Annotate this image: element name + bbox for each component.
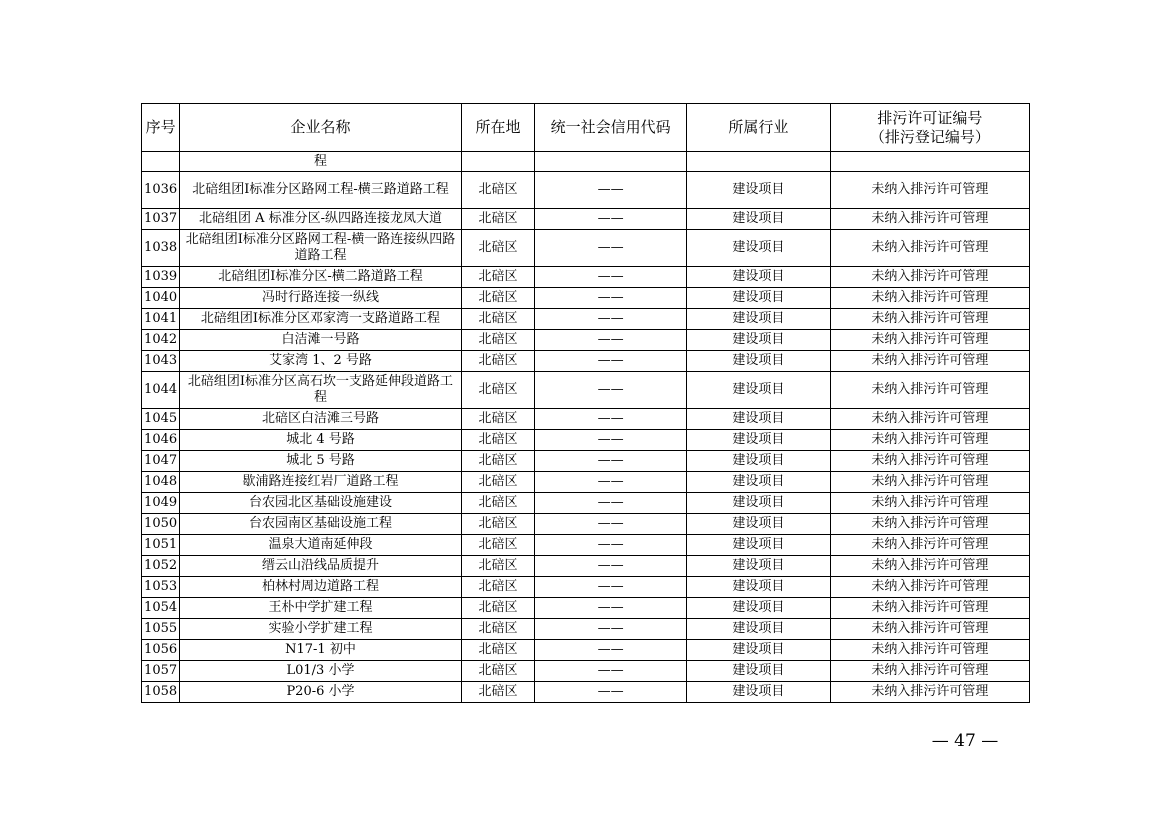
cell-permit: 未纳入排污许可管理 — [830, 556, 1029, 577]
cell-permit: 未纳入排污许可管理 — [830, 493, 1029, 514]
cell-location: 北碚区 — [461, 472, 534, 493]
table-row — [142, 535, 1030, 556]
table-row — [142, 430, 1030, 451]
header-permit-line2: （排污登记编号） — [869, 127, 990, 146]
cell-permit: 未纳入排污许可管理 — [830, 209, 1029, 230]
cell-industry: 建设项目 — [687, 535, 831, 556]
table-row — [142, 640, 1030, 661]
cell-credit-code: —— — [535, 661, 687, 682]
cell-credit-code: —— — [535, 598, 687, 619]
cell-enterprise-name: 北碚组团Ⅰ标准分区路网工程-横三路道路工程 — [180, 172, 462, 209]
table-row-continuation — [142, 152, 1030, 172]
cell-industry: 建设项目 — [687, 267, 831, 288]
cell-index: 1036 — [142, 172, 180, 209]
cell-industry: 建设项目 — [687, 172, 831, 209]
cell-index: 1037 — [142, 209, 180, 230]
cell-index: 1046 — [142, 430, 180, 451]
cell-enterprise-name: L01/3 小学 — [180, 661, 462, 682]
table-row — [142, 351, 1030, 372]
cell-location: 北碚区 — [461, 372, 534, 409]
cell-industry: 建设项目 — [687, 598, 831, 619]
cell-location: 北碚区 — [461, 309, 534, 330]
cell-index: 1048 — [142, 472, 180, 493]
cell-index: 1047 — [142, 451, 180, 472]
cell-permit: 未纳入排污许可管理 — [830, 598, 1029, 619]
table-row — [142, 309, 1030, 330]
cell-location: 北碚区 — [461, 230, 534, 267]
cell-enterprise-name: 缙云山沿线品质提升 — [180, 556, 462, 577]
cell-industry: 建设项目 — [687, 682, 831, 703]
cell-enterprise-name: 白洁滩一号路 — [180, 330, 462, 351]
cell-industry: 建设项目 — [687, 372, 831, 409]
cell-permit: 未纳入排污许可管理 — [830, 409, 1029, 430]
cell-permit: 未纳入排污许可管理 — [830, 372, 1029, 409]
cell-index: 1045 — [142, 409, 180, 430]
cell-credit-code: —— — [535, 267, 687, 288]
cell-index: 1057 — [142, 661, 180, 682]
table-row — [142, 409, 1030, 430]
cell-index: 1049 — [142, 493, 180, 514]
cell-credit-code: —— — [535, 451, 687, 472]
cell-credit-code: —— — [535, 309, 687, 330]
cell-location: 北碚区 — [461, 330, 534, 351]
table-row — [142, 330, 1030, 351]
table-row — [142, 661, 1030, 682]
table-row — [142, 451, 1030, 472]
cell-credit-code: —— — [535, 288, 687, 309]
table-row — [142, 230, 1030, 267]
cell-index — [142, 152, 180, 172]
cell-credit-code: —— — [535, 514, 687, 535]
table-row — [142, 493, 1030, 514]
cell-industry: 建设项目 — [687, 514, 831, 535]
cell-industry: 建设项目 — [687, 556, 831, 577]
cell-credit-code: —— — [535, 430, 687, 451]
cell-location: 北碚区 — [461, 172, 534, 209]
cell-credit-code: —— — [535, 556, 687, 577]
cell-index: 1050 — [142, 514, 180, 535]
cell-enterprise-name: 冯时行路连接一纵线 — [180, 288, 462, 309]
cell-credit-code: —— — [535, 209, 687, 230]
cell-location: 北碚区 — [461, 556, 534, 577]
cell-index: 1042 — [142, 330, 180, 351]
table-row — [142, 472, 1030, 493]
cell-index: 1043 — [142, 351, 180, 372]
table-row — [142, 288, 1030, 309]
table-row — [142, 372, 1030, 409]
cell-permit: 未纳入排污许可管理 — [830, 430, 1029, 451]
header-enterprise-name: 企业名称 — [180, 104, 462, 152]
cell-index: 1058 — [142, 682, 180, 703]
cell-enterprise-name: 台农园北区基础设施建设 — [180, 493, 462, 514]
cell-permit: 未纳入排污许可管理 — [830, 661, 1029, 682]
header-location: 所在地 — [461, 104, 534, 152]
cell-credit-code: —— — [535, 682, 687, 703]
cell-permit: 未纳入排污许可管理 — [830, 351, 1029, 372]
cell-index: 1041 — [142, 309, 180, 330]
table-row — [142, 577, 1030, 598]
cell-industry: 建设项目 — [687, 661, 831, 682]
cell-enterprise-name: 王朴中学扩建工程 — [180, 598, 462, 619]
cell-industry — [687, 152, 831, 172]
cell-credit-code: —— — [535, 577, 687, 598]
cell-location: 北碚区 — [461, 209, 534, 230]
header-industry: 所属行业 — [687, 104, 831, 152]
cell-enterprise-name: 柏林村周边道路工程 — [180, 577, 462, 598]
header-index: 序号 — [142, 104, 180, 152]
cell-index: 1053 — [142, 577, 180, 598]
cell-location: 北碚区 — [461, 682, 534, 703]
cell-enterprise-name: 歇浦路连接红岩厂道路工程 — [180, 472, 462, 493]
cell-enterprise-name: 北碚组团Ⅰ标准分区高石坎一支路延伸段道路工程 — [180, 372, 462, 409]
cell-index: 1055 — [142, 619, 180, 640]
cell-industry: 建设项目 — [687, 619, 831, 640]
cell-permit: 未纳入排污许可管理 — [830, 330, 1029, 351]
cell-location: 北碚区 — [461, 640, 534, 661]
cell-permit: 未纳入排污许可管理 — [830, 230, 1029, 267]
cell-location: 北碚区 — [461, 577, 534, 598]
table-row — [142, 619, 1030, 640]
table-header-row — [142, 104, 1030, 152]
pollutant-permit-table — [141, 103, 1030, 703]
cell-permit: 未纳入排污许可管理 — [830, 535, 1029, 556]
cell-credit-code: —— — [535, 472, 687, 493]
cell-enterprise-name: 北碚组团 A 标准分区-纵四路连接龙凤大道 — [180, 209, 462, 230]
cell-enterprise-name: N17-1 初中 — [180, 640, 462, 661]
cell-permit: 未纳入排污许可管理 — [830, 172, 1029, 209]
table-row — [142, 514, 1030, 535]
cell-permit: 未纳入排污许可管理 — [830, 309, 1029, 330]
cell-index: 1038 — [142, 230, 180, 267]
header-permit-number — [830, 104, 1029, 152]
cell-industry: 建设项目 — [687, 472, 831, 493]
cell-location: 北碚区 — [461, 598, 534, 619]
cell-permit: 未纳入排污许可管理 — [830, 640, 1029, 661]
cell-enterprise-name: 温泉大道南延伸段 — [180, 535, 462, 556]
cell-enterprise-name: 北碚组团Ⅰ标准分区路网工程-横一路连接纵四路道路工程 — [180, 230, 462, 267]
cell-enterprise-name: 台农园南区基础设施工程 — [180, 514, 462, 535]
cell-industry: 建设项目 — [687, 288, 831, 309]
cell-enterprise-name: 艾家湾 1、2 号路 — [180, 351, 462, 372]
cell-credit-code: —— — [535, 351, 687, 372]
cell-permit: 未纳入排污许可管理 — [830, 514, 1029, 535]
cell-location: 北碚区 — [461, 451, 534, 472]
page-number: — 47 — — [931, 731, 999, 751]
cell-location: 北碚区 — [461, 535, 534, 556]
cell-industry: 建设项目 — [687, 351, 831, 372]
cell-index: 1054 — [142, 598, 180, 619]
cell-permit — [830, 152, 1029, 172]
cell-index: 1051 — [142, 535, 180, 556]
table-row — [142, 172, 1030, 209]
cell-credit-code: —— — [535, 330, 687, 351]
cell-location: 北碚区 — [461, 619, 534, 640]
table-row — [142, 682, 1030, 703]
cell-permit: 未纳入排污许可管理 — [830, 267, 1029, 288]
cell-enterprise-name: 实验小学扩建工程 — [180, 619, 462, 640]
table-row — [142, 598, 1030, 619]
cell-industry: 建设项目 — [687, 493, 831, 514]
cell-permit: 未纳入排污许可管理 — [830, 472, 1029, 493]
cell-location: 北碚区 — [461, 267, 534, 288]
cell-index: 1052 — [142, 556, 180, 577]
cell-enterprise-name: 城北 5 号路 — [180, 451, 462, 472]
cell-index: 1044 — [142, 372, 180, 409]
cell-credit-code: —— — [535, 493, 687, 514]
cell-industry: 建设项目 — [687, 451, 831, 472]
cell-industry: 建设项目 — [687, 577, 831, 598]
cell-permit: 未纳入排污许可管理 — [830, 577, 1029, 598]
cell-enterprise-name: 程 — [180, 152, 462, 172]
cell-location: 北碚区 — [461, 288, 534, 309]
header-permit-line1: 排污许可证编号 — [877, 108, 983, 127]
cell-industry: 建设项目 — [687, 430, 831, 451]
cell-permit: 未纳入排污许可管理 — [830, 682, 1029, 703]
cell-index: 1040 — [142, 288, 180, 309]
cell-permit: 未纳入排污许可管理 — [830, 451, 1029, 472]
cell-industry: 建设项目 — [687, 640, 831, 661]
cell-industry: 建设项目 — [687, 330, 831, 351]
cell-location: 北碚区 — [461, 661, 534, 682]
cell-industry: 建设项目 — [687, 409, 831, 430]
cell-enterprise-name: P20-6 小学 — [180, 682, 462, 703]
table-row — [142, 267, 1030, 288]
cell-enterprise-name: 北碚区白洁滩三号路 — [180, 409, 462, 430]
cell-credit-code: —— — [535, 535, 687, 556]
cell-credit-code: —— — [535, 640, 687, 661]
cell-location: 北碚区 — [461, 430, 534, 451]
cell-credit-code: —— — [535, 372, 687, 409]
table-row — [142, 209, 1030, 230]
cell-location — [461, 152, 534, 172]
header-credit-code: 统一社会信用代码 — [535, 104, 687, 152]
cell-credit-code — [535, 152, 687, 172]
table-row — [142, 556, 1030, 577]
cell-industry: 建设项目 — [687, 230, 831, 267]
cell-index: 1039 — [142, 267, 180, 288]
cell-location: 北碚区 — [461, 409, 534, 430]
cell-enterprise-name: 城北 4 号路 — [180, 430, 462, 451]
cell-permit: 未纳入排污许可管理 — [830, 619, 1029, 640]
cell-location: 北碚区 — [461, 493, 534, 514]
cell-credit-code: —— — [535, 230, 687, 267]
cell-credit-code: —— — [535, 409, 687, 430]
cell-location: 北碚区 — [461, 351, 534, 372]
cell-permit: 未纳入排污许可管理 — [830, 288, 1029, 309]
cell-credit-code: —— — [535, 619, 687, 640]
cell-credit-code: —— — [535, 172, 687, 209]
cell-index: 1056 — [142, 640, 180, 661]
cell-enterprise-name: 北碚组团Ⅰ标准分区-横二路道路工程 — [180, 267, 462, 288]
cell-industry: 建设项目 — [687, 309, 831, 330]
cell-enterprise-name: 北碚组团Ⅰ标准分区邓家湾一支路道路工程 — [180, 309, 462, 330]
cell-industry: 建设项目 — [687, 209, 831, 230]
cell-location: 北碚区 — [461, 514, 534, 535]
